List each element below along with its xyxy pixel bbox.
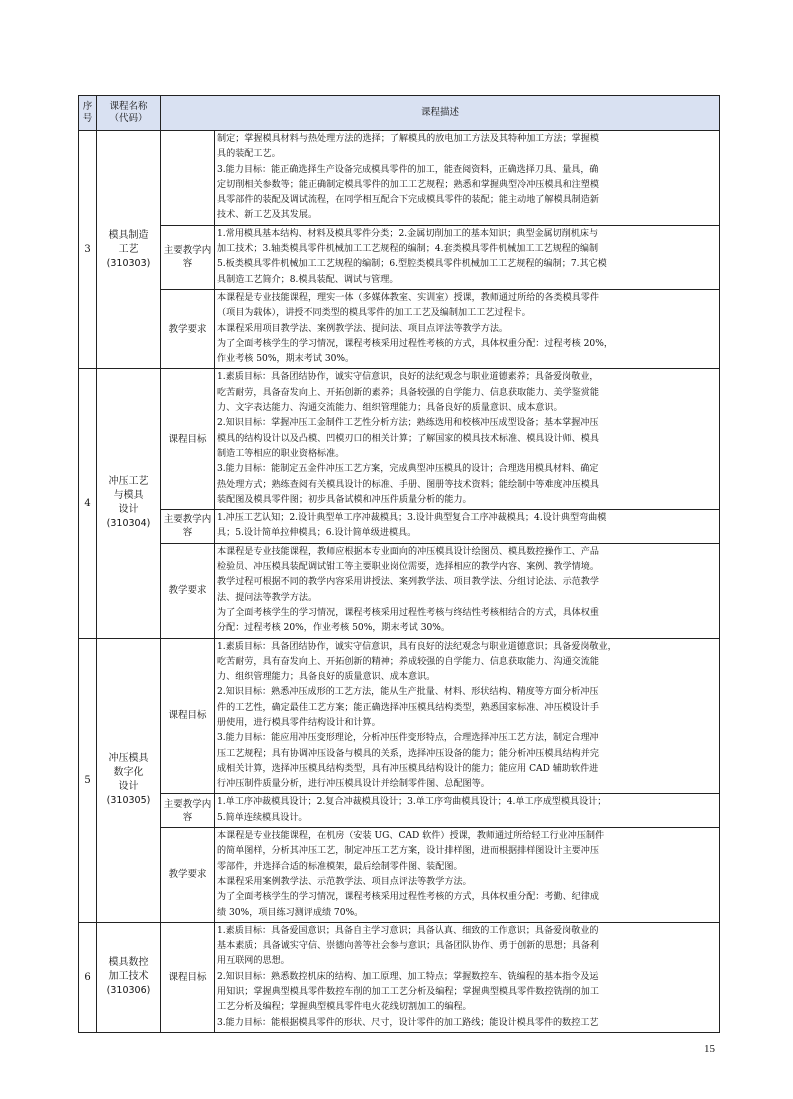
header-name: 课程名称 （代码） xyxy=(97,96,161,131)
course-table xyxy=(78,95,720,1033)
course-name xyxy=(97,638,161,922)
description-line: 1.常用模具基本结构、材料及模具零件分类；2.金属切削加工的基本知识；典型金属切削机床与 xyxy=(217,228,599,239)
course-name xyxy=(97,922,161,1032)
description-line: 压工艺规程；具有协调冲压设备与模具的关系，选择冲压设备的能力；能分析冲压模具结构并完 xyxy=(217,748,599,759)
course-name-line: 工艺 xyxy=(118,243,139,255)
section-label: 课程目标 xyxy=(161,922,215,1032)
description-line: 加工技术；3.轴类模具零件机械加工工艺规程的编制；4.套类模具零件机械加工工艺规程的编制 xyxy=(217,244,599,255)
description-line: 1.单工序冲裁模具设计；2.复合冲裁模具设计；3.单工序弯曲模具设计；4.单工序成型模具设计； xyxy=(217,797,607,808)
description-line: 模具的结构设计以及凸模、凹模刃口的相关计算；了解国家的模具技术标准、模具设计师、模具 xyxy=(217,433,599,444)
row-number: 3 xyxy=(79,131,97,369)
section-label: 课程目标 xyxy=(161,638,215,794)
description-line: 定切削相关参数等；能正确制定模具零件的加工工艺规程；熟悉和掌握典型冷冲压模具和注塑模 xyxy=(217,179,599,190)
description-line: 制定；掌握模具材料与热处理方法的选择；了解模具的放电加工方法及其特种加工方法；掌握模 xyxy=(217,134,599,144)
table-header-row xyxy=(79,96,720,131)
description-line: 3.能力目标：能应用冲压变形理论，分析冲压件变形特点，合理选择冲压工艺方法，制定合理冲 xyxy=(217,733,599,744)
description-line: 成相关计算，选择冲压模具结构类型，具有冲压模具结构设计的能力；能应用 CAD 辅助软件进 xyxy=(217,763,599,774)
description-line: 热处理方式；熟练查阅有关模具设计的标准、手册、图册等技术资料；能绘制中等难度冲压模具 xyxy=(217,479,599,490)
description-line: 具的装配工艺。 xyxy=(217,149,281,160)
description-line: 具制造工艺简介；8.模具装配、调试与管理。 xyxy=(217,274,399,285)
description-line: 工艺分析及编程；掌握典型模具零件电火花线切割加工的编程。 xyxy=(217,1002,472,1013)
description-line: 检验员、冲压模具装配调试钳工等主要职业岗位需要，选择相应的教学内容、案例、教学情境。 xyxy=(217,562,599,573)
course-name xyxy=(97,131,161,369)
header-no: 序 号 xyxy=(79,96,97,131)
table-row xyxy=(79,510,720,544)
section-description xyxy=(215,369,720,510)
row-number: 6 xyxy=(79,922,97,1032)
description-line: 3.能力目标：能制定五金件冲压工艺方案，完成典型冲压模具的设计；合理选用模具材料、确定 xyxy=(217,464,599,475)
table-row xyxy=(79,369,720,510)
section-label: 教学要求 xyxy=(161,543,215,638)
section-description xyxy=(215,289,720,368)
description-line: 零部件，并选择合适的标准模架，最后绘制零件图、装配图。 xyxy=(217,861,463,872)
description-line: 为了全面考核学生的学习情况，课程考核采用过程性考核的方式，具体权重分配：过程考核 20%， xyxy=(217,338,613,349)
section-label: 主要教学内容 xyxy=(161,225,215,289)
description-line: 1.冲压工艺认知；2.设计典型单工序冲裁模具；3.设计典型复合工序冲裁模具；4.设计典型弯曲模 xyxy=(217,513,607,524)
description-line: 绩 30%，项目练习测评成绩 70%。 xyxy=(217,907,364,918)
table-row xyxy=(79,638,720,794)
description-line: 具零部件的装配及调试流程，在同学相互配合下完成模具零件的装配；能主动地了解模具制造新 xyxy=(217,195,599,206)
course-name-line: 模具数控 xyxy=(108,957,149,969)
course-name-line: 冲压工艺 xyxy=(108,476,149,488)
course-name-line: 加工技术 xyxy=(108,971,149,983)
description-line: 本课程是专业技能课程，教师应根据本专业面向的冲压模具设计绘图员、模具数控操作工、产品 xyxy=(217,546,599,557)
section-label: 教学要求 xyxy=(161,828,215,923)
row-number: 4 xyxy=(79,369,97,638)
description-line: 基本素质；具备诚实守信、崇德向善等社会参与意识；具备团队协作、勇于创新的思想；具备利 xyxy=(217,941,599,952)
course-name-line: 设计 xyxy=(118,781,139,793)
section-description xyxy=(215,225,720,289)
description-line: 5.简单连续模具设计。 xyxy=(217,812,308,823)
description-line: 本课程是专业技能课程，在机房（安装 UG、CAD 软件）授课，教师通过所给轻工行业冲压制件 xyxy=(217,831,605,842)
description-line: 1.素质目标：具备爱国意识；具备自主学习意识；具备认真、细致的工作意识；具备爱岗敬业的 xyxy=(217,925,599,936)
description-line: 作业考核 50%，期末考试 30%。 xyxy=(217,354,355,365)
section-description xyxy=(215,794,720,828)
course-name-line: 模具制造 xyxy=(108,229,149,241)
description-line: 5.板类模具零件机械加工工艺规程的编制；6.型腔类模具零件机械加工工艺规程的编制；7.其它模 xyxy=(217,259,607,270)
course-code: (310305) xyxy=(106,795,151,807)
description-line: 行冲压制件质量分析，进行冲压模具设计并绘制零件图、总配图等。 xyxy=(217,779,490,790)
description-line: 用互联网的思想。 xyxy=(217,956,290,967)
description-line: 1.素质目标：具备团结协作，诚实守信意识，良好的法纪观念与职业道德素养；具备爱岗敬业， xyxy=(217,372,599,383)
description-line: 用知识；掌握典型模具零件数控车削的加工工艺分析及编程；掌握典型模具零件数控铣削的加工 xyxy=(217,987,599,998)
description-line: 吃苦耐劳，具有奋发向上、开拓创新的精神；养成较强的自学能力、信息获取能力、沟通交流能 xyxy=(217,656,599,667)
table-row xyxy=(79,131,720,226)
section-label: 教学要求 xyxy=(161,289,215,368)
description-line: 制造工等相应的职业资格标准。 xyxy=(217,448,345,459)
table-row xyxy=(79,828,720,923)
description-line: 2.知识目标：熟悉数控机床的结构、加工原理、加工特点；掌握数控车、铣编程的基本指令及运 xyxy=(217,971,599,982)
description-line: 本课程采用案例教学法、示范教学法、项目点评法等教学方法。 xyxy=(217,876,472,887)
description-line: 分配：过程考核 20%，作业考核 50%，期末考试 30%。 xyxy=(217,623,450,634)
course-name-line: 数字化 xyxy=(113,767,144,779)
description-line: 本课程采用项目教学法、案例教学法、提问法、项目点评法等教学方法。 xyxy=(217,323,509,334)
section-label: 主要教学内容 xyxy=(161,794,215,828)
section-description xyxy=(215,638,720,794)
description-line: 装配图及模具零件图；初步具备试模和冲压件质量分析的能力。 xyxy=(217,494,472,505)
course-name-line: 冲压模具 xyxy=(108,753,149,765)
section-description xyxy=(215,828,720,923)
course-code: (310306) xyxy=(106,985,151,997)
description-line: 教学过程可根据不同的教学内容采用讲授法、案列教学法、项目教学法、分组讨论法、示范教学 xyxy=(217,577,599,588)
course-name-line: 设计 xyxy=(118,504,139,516)
description-line: 法、提问法等教学方法。 xyxy=(217,592,318,603)
description-line: 本课程是专业技能课程，理实一体（多媒体教室、实训室）授课，教师通过所给的各类模具零件 xyxy=(217,292,599,303)
header-desc: 课程描述 xyxy=(161,96,720,131)
description-line: 为了全面考核学生的学习情况，课程考核采用过程性考核的方式，具体权重分配：考勤、纪律成 xyxy=(217,892,599,903)
course-code: (310303) xyxy=(106,257,151,269)
description-line: 力、文字表达能力、沟通交流能力、组织管理能力；具备良好的质量意识、成本意识。 xyxy=(217,403,563,414)
description-line: 件的工艺性，确定最佳工艺方案；能正确选择冲压模具结构类型，熟悉国家标准、冲压模设计手 xyxy=(217,702,599,713)
section-description xyxy=(215,543,720,638)
description-line: 3.能力目标：能根据模具零件的形状、尺寸，设计零件的加工路线；能设计模具零件的数控工艺 xyxy=(217,1017,599,1028)
description-line: 3.能力目标：能正确选择生产设备完成模具零件的加工，能查阅资料，正确选择刀具、量具，确 xyxy=(217,164,599,175)
description-line: 为了全面考核学生的学习情况，课程考核采用过程性考核与终结性考核相结合的方式，具体权重 xyxy=(217,607,599,618)
row-number: 5 xyxy=(79,638,97,922)
table-row xyxy=(79,225,720,289)
section-label xyxy=(161,131,215,226)
table-row xyxy=(79,922,720,1032)
section-description xyxy=(215,922,720,1032)
description-line: 的简单图样，分析其冲压工艺，制定冲压工艺方案，设计排样图，进而根据排样图设计主要冲压 xyxy=(217,846,599,857)
course-code: (310304) xyxy=(106,518,151,530)
description-line: 2.知识目标：熟悉冲压成形的工艺方法，能从生产批量、材料、形状结构、精度等方面分析冲压 xyxy=(217,687,599,698)
section-label: 课程目标 xyxy=(161,369,215,510)
course-name xyxy=(97,369,161,638)
description-line: 技术、新工艺及其发展。 xyxy=(217,210,318,221)
description-line: 具；5.设计简单拉伸模具；6.设计简单级进模具。 xyxy=(217,528,417,539)
table-row xyxy=(79,794,720,828)
table-row xyxy=(79,543,720,638)
description-line: 册使用，进行模具零件结构设计和计算。 xyxy=(217,717,381,728)
section-label: 主要教学内容 xyxy=(161,510,215,544)
section-description xyxy=(215,510,720,544)
description-line: 力、组织管理能力；具备良好的质量意识、成本意识。 xyxy=(217,672,436,683)
description-line: 2.知识目标：掌握冲压工金制件工艺性分析方法；熟练选用和校核冲压成型设备；基本掌握冲压 xyxy=(217,418,599,429)
description-line: 1.素质目标：具备团结协作，诚实守信意识，具有良好的法纪观念与职业道德意识；具备爱岗敬业， xyxy=(217,641,617,652)
course-name-line: 与模具 xyxy=(113,490,144,502)
table-row xyxy=(79,289,720,368)
page-number: 15 xyxy=(704,1043,715,1055)
description-line: 吃苦耐劳，具备奋发向上、开拓创新的素养；具备较强的自学能力、信息获取能力、美学鉴赏能 xyxy=(217,387,599,398)
section-description xyxy=(215,131,720,226)
description-line: （项目为载体），讲授不同类型的模具零件的加工工艺及编制加工工艺过程卡。 xyxy=(217,308,531,319)
